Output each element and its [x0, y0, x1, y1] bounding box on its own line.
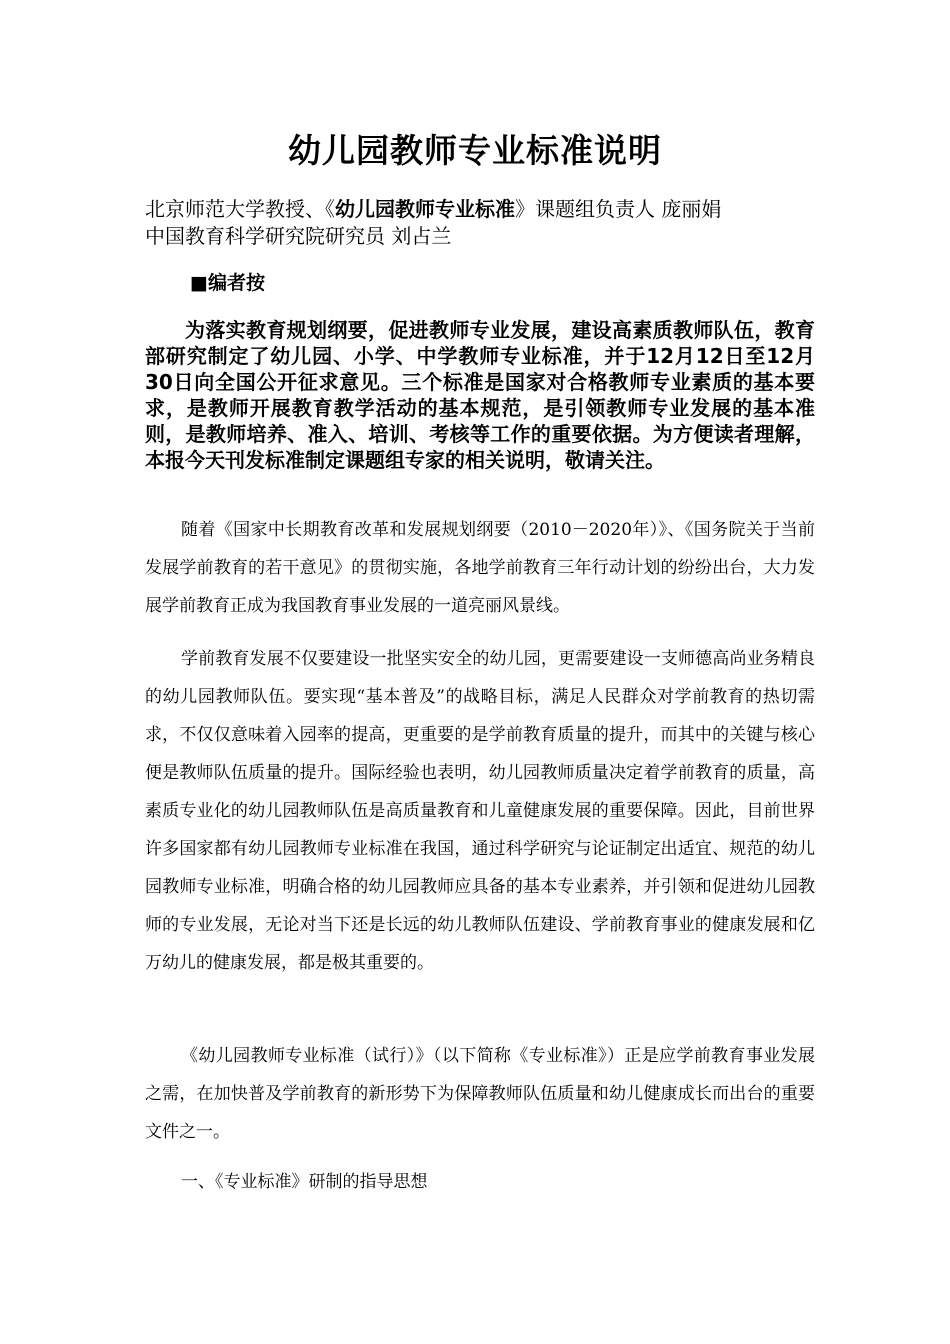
body-paragraph-1: 随着《国家中长期教育改革和发展规划纲要（2010－2020年）》、《国务院关于当前发展学前教育的若干意见》的贯彻实施，各地学前教育三年行动计划的纷纷出台，大力发展学前教育正成为我国教育事业发展的一道亮丽风景线。: [145, 520, 815, 616]
body-paragraph-2: 学前教育发展不仅要建设一批坚实安全的幼儿园，更需要建设一支师德高尚业务精良的幼儿园教师队伍。要实现“基本普及”的战略目标，满足人民群众对学前教育的热切需求，不仅仅意味着入园率的提高，更重要的是学前教育质量的提升，而其中的关键与核心便是教师队伍质量的提升。国际经验也表明，幼儿园教师质量决定着学前教育的质量，高素质专业化的幼儿园教师队伍是高质量教育和儿童健康发展的重要保障。因此，目前世界许多国家都有幼儿园教师专业标准在我国，通过科学研究与论证制定出适宜、规范的幼儿园教师专业标准，明确合格的幼儿园教师应具备的基本专业素养，并引领和促进幼儿园教师的专业发展，无论对当下还是长远的幼儿教师队伍建设、学前教育事业的健康发展和亿万幼儿的健康发展，都是极其重要的。: [145, 649, 815, 973]
section-heading-1: 一、《专业标准》研制的指导思想: [181, 1172, 428, 1192]
standard-name: 幼儿园教师专业标准: [335, 197, 515, 221]
author-line-2: 中国教育科学研究院研究员 刘占兰: [145, 224, 452, 248]
editor-note-paragraph: 为落实教育规划纲要，促进教师专业发展，建设高素质教师队伍，教育部研究制定了幼儿园、小学、中学教师专业标准，并于12月12日至12月30日向全国公开征求意见。三个标准是国家对合格教师专业素质的基本要求，是教师开展教育教学活动的基本规范，是引领教师专业发展的基本准则，是教师培养、准入、培训、考核等工作的重要依据。为方便读者理解，本报今天刊发标准制定课题组专家的相关说明，敬请关注。: [145, 318, 815, 472]
editor-note-label: ■编者按: [190, 272, 265, 294]
author-line-1-prefix: 北京师范大学教授、《: [145, 197, 335, 221]
body-paragraph-3: 《幼儿园教师专业标准（试行）》（以下简称《专业标准》）正是应学前教育事业发展之需，在加快普及学前教育的新形势下为保障教师队伍质量和幼儿健康成长而出台的重要文件之一。: [145, 1046, 815, 1142]
author-block: [145, 196, 825, 250]
document-title: 幼儿园教师专业标准说明: [288, 131, 662, 170]
author-line-1: [145, 196, 825, 223]
author-line-1-suffix: 》课题组负责人 庞丽娟: [515, 197, 722, 221]
